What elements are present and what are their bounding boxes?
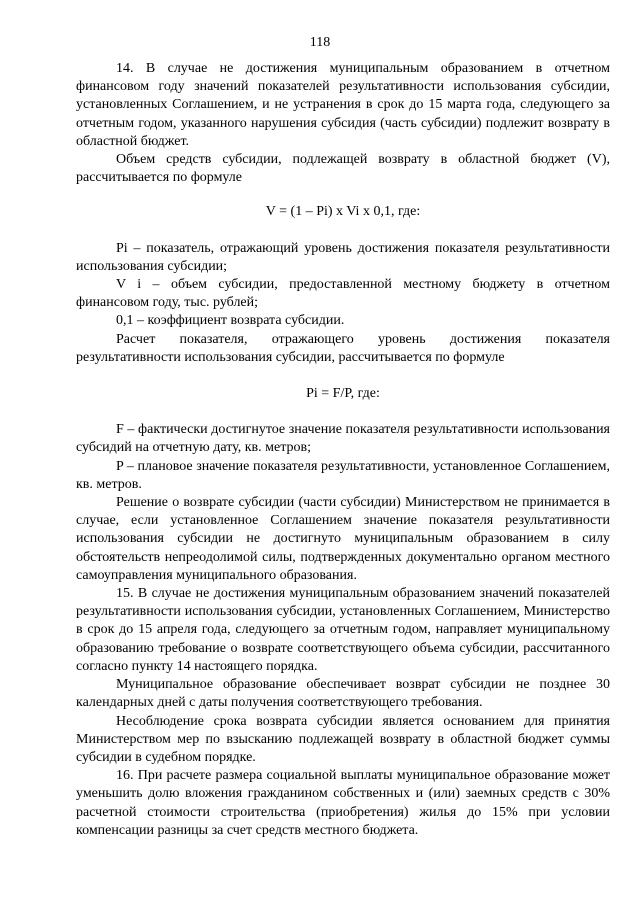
definition-f: F – фактически достигнутое значение показателя результативности использования субсидий на отчетную дату, кв. метров; (76, 422, 610, 456)
definition-coefficient: 0,1 – коэффициент возврата субсидии. (116, 313, 345, 329)
paragraph-non-compliance: Несоблюдение срока возврата субсидии является основанием для принятия Министерством мер по взысканию подлежащей возврату в областной бюджет суммы субсидии в судебном порядке. (76, 713, 610, 765)
paragraph-indicator-calc-intro: Расчет показателя, отражающего уровень достижения показателя результативности использования субсидии, рассчитывается по формуле (76, 331, 610, 365)
paragraph-refund-deadline: Муниципальное образование обеспечивает возврат субсидии не позднее 30 календарных дней с даты получения соответствующего требования. (76, 677, 610, 711)
page-number: 118 (309, 35, 331, 50)
paragraph-16: 16. При расчете размера социальной выплаты муниципальное образование может уменьшить долю вложения гражданином собственных и (или) заемных средств с 30% расчетной стоимости строительства (приобретения) жилья до 15% при условии компенсации разницы за счет средств местного бюджета. (76, 768, 610, 838)
definition-vi: V i – объем субсидии, предоставленной местному бюджету в отчетном финансовом году, тыс. рублей; (76, 277, 610, 311)
paragraph-15: 15. В случае не достижения муниципальным образованием значений показателей результативности использования субсидии, установленных Соглашением, Министерство в срок до 15 апреля года, следующего за отчетным годом, направляет муниципальному образованию требование о возврате соответствующего объема субсидии, рассчитанного согласно пункту 14 настоящего порядка. (76, 586, 610, 674)
paragraph-refund-decision: Решение о возврате субсидии (части субсидии) Министерством не принимается в случае, если установленное Соглашением значение показателя результативности использования субсидии не достигнуто муниципальным образованием в силу обстоятельств непреодолимой силы, подтвержденных документально органом местного самоуправления муниципального образования. (76, 495, 610, 583)
formula-indicator: Pi = F/P, где: (306, 386, 380, 402)
formula-refund-volume: V = (1 – Pi) x Vi x 0,1, где: (265, 204, 421, 220)
document-body (76, 60, 610, 840)
paragraph-14: 14. В случае не достижения муниципальным образованием в отчетном финансовом году значений показателей результативности использования субсидии, установленных Соглашением, и не устранения в срок до 15 марта года, следующего за отчетным годом, указанного нарушения субсидия (часть субсидии) подлежит возврату в областной бюджет. (76, 61, 610, 149)
definition-p: P – плановое значение показателя результативности, установленное Соглашением, кв. метров. (76, 458, 610, 492)
paragraph-refund-volume-intro: Объем средств субсидии, подлежащей возврату в областной бюджет (V), рассчитывается по формуле (76, 152, 610, 186)
definition-pi: Pi – показатель, отражающий уровень достижения показателя результативности использования субсидии; (76, 240, 610, 274)
